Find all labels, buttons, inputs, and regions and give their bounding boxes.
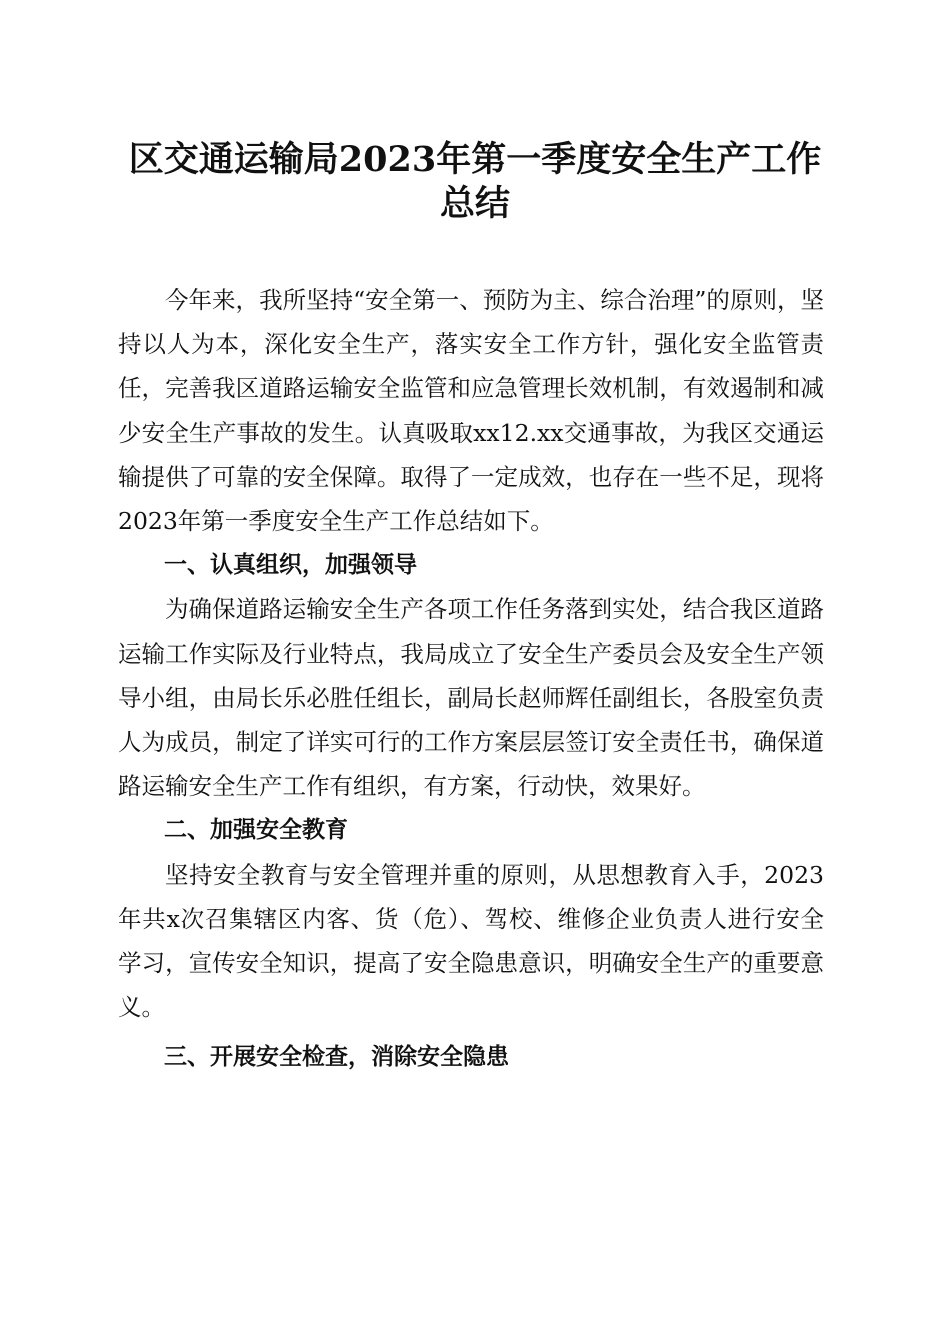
section-heading-2: 二、加强安全教育 — [164, 817, 348, 844]
document-title — [110, 138, 840, 226]
paragraph-section-2: 坚持安全教育与安全管理并重的原则，从思想教育入手，2023年共x次召集辖区内客、货（危）、驾校、维修企业负责人进行安全学习，宣传安全知识，提高了安全隐患意识，明确安全生产的重要意义。 — [118, 860, 824, 1022]
document-body — [118, 278, 824, 1080]
paragraph-section-1: 为确保道路运输安全生产各项工作任务落到实处，结合我区道路运输工作实际及行业特点，我局成立了安全生产委员会及安全生产领导小组，由局长乐必胜任组长，副局长赵师辉任副组长，各股室负责人为成员，制定了详实可行的工作方案层层签订安全责任书，确保道路运输安全生产工作有组织，有方案，行动快，效果好。 — [118, 595, 824, 801]
paragraph-intro: 今年来，我所坚持“安全第一、预防为主、综合治理”的原则，坚持以人为本，深化安全生产，落实安全工作方针，强化安全监管责任，完善我区道路运输安全监管和应急管理长效机制，有效遏制和减少安全生产事故的发生。认真吸取xx12.xx交通事故，为我区交通运输提供了可靠的安全保障。取得了一定成效，也存在一些不足，现将2023年第一季度安全生产工作总结如下。 — [118, 286, 824, 536]
section-heading-1: 一、认真组织，加强领导 — [164, 552, 417, 579]
section-heading-3: 三、开展安全检查，消除安全隐患 — [164, 1044, 509, 1071]
title-line-2: 总结 — [439, 183, 510, 224]
title-line-1: 区交通运输局2023年第一季度安全生产工作 — [128, 139, 822, 180]
